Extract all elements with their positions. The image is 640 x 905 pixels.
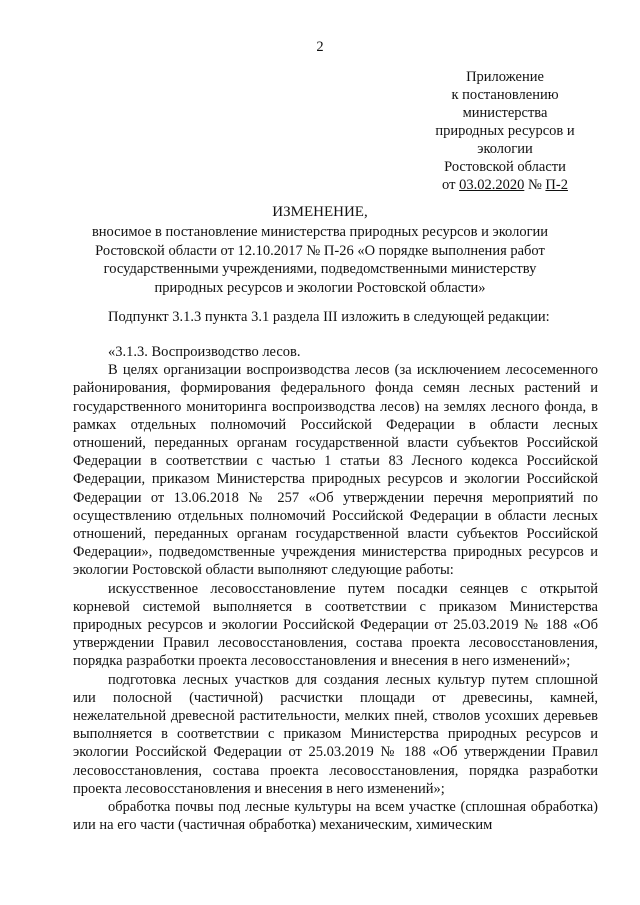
resolution-date: 03.02.2020 bbox=[459, 177, 525, 193]
document-subtitle: вносимое в постановление министерства природных ресурсов и экологии Ростовской области от 12.10.2017 № П-26 «О порядке выполнения работ государственными учреждениями, подведомственными министерству природных ресурсов и экологии Ростовской области» bbox=[91, 224, 549, 296]
appendix-line: природных ресурсов и bbox=[435, 123, 575, 139]
appendix-line: к постановлению bbox=[451, 87, 559, 103]
appendix-date-line bbox=[405, 176, 605, 194]
body-paragraph: «3.1.3. Воспроизводство лесов. bbox=[108, 344, 301, 360]
amendment-instruction: Подпункт 3.1.3 пункта 3.1 раздела III изложить в следующей редакции: bbox=[108, 309, 550, 325]
appendix-line: Приложение bbox=[466, 69, 544, 85]
body-paragraph: подготовка лесных участков для создания лесных культур путем сплошной или полосной (частичной) расчистки площади от древесины, камней, нежелательной древесной растительности, мелких пней, стволов усохших деревьев выполняется в соответствии с приказом Министерства природных ресурсов и экологии Российской Федерации от 25.03.2019 № 188 «Об утверждении Правил лесовосстановления, состава проекта лесовосстановления, порядка разработки проекта лесовосстановления и внесения в него изменений»; bbox=[73, 671, 598, 797]
appendix-line: министерства bbox=[462, 105, 548, 121]
document-title: ИЗМЕНЕНИЕ, bbox=[272, 204, 368, 220]
number-prefix: № bbox=[524, 177, 546, 193]
body-paragraph: обработка почвы под лесные культуры на всем участке (сплошная обработка) или на его части (частичная обработка) механическим, химическим bbox=[73, 799, 598, 834]
amendment-body bbox=[73, 343, 598, 834]
page-number: 2 bbox=[316, 39, 324, 55]
resolution-number: П-2 bbox=[545, 177, 568, 193]
date-prefix: от bbox=[442, 177, 460, 193]
body-paragraph: В целях организации воспроизводства лесов (за исключением лесосеменного районирования, формирования федерального фонда семян лесных растений и государственного мониторинга воспроизводства лесов) на землях лесного фонда, в рамках отдельных полномочий Российской Федерации в области лесных отношений, переданных органам государственной власти субъектов Российской Федерации в соответствии с частью 1 статьи 83 Лесного кодекса Российской Федерации, приказом Министерства природных ресурсов и экологии Российской Федерации от 13.06.2018 № 257 «Об утверждении перечня мероприятий по осуществлению отдельных полномочий Российской Федерации в области лесных отношений, переданных органам государственной власти субъектов Российской Федерации», подведомственные учреждения министерства природных ресурсов и экологии Ростовской области выполняют следующие работы: bbox=[73, 362, 598, 579]
appendix-line: экологии bbox=[477, 141, 533, 157]
body-paragraph: искусственное лесовосстановление путем посадки сеянцев с открытой корневой системой выполняется в соответствии с приказом Министерства природных ресурсов и экологии Российской Федерации от 25.03.2019 № 188 «Об утверждении Правил лесовосстановления, состава проекта лесовосстановления, порядка разработки проекта лесовосстановления и внесения в него изменений»; bbox=[73, 580, 598, 670]
appendix-line: Ростовской области bbox=[444, 159, 566, 175]
appendix-block bbox=[405, 68, 605, 194]
